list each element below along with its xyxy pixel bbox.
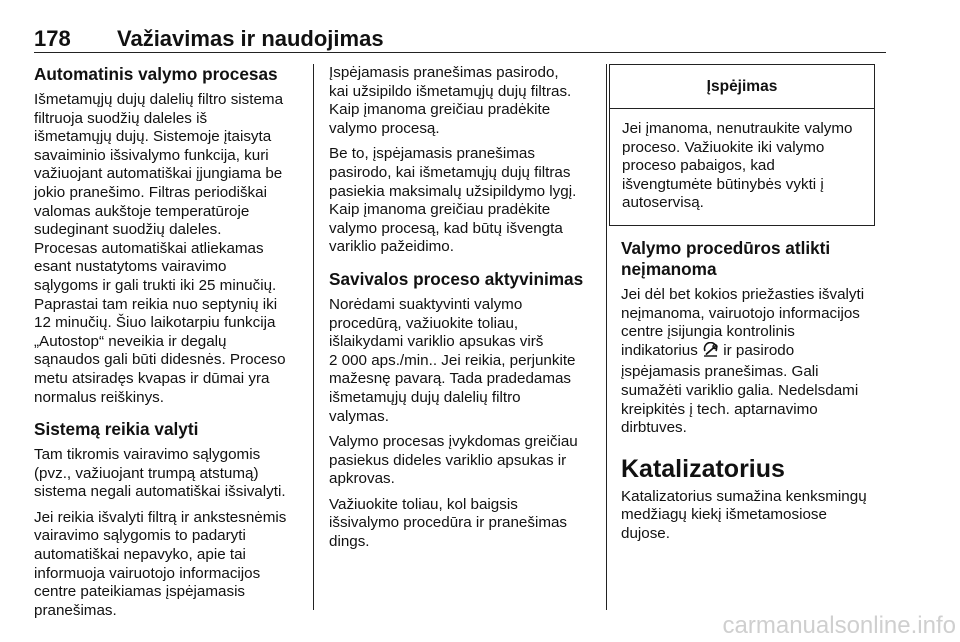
paragraph: Įspėjamasis pranešimas pasirodo, kai užsipildo išmetamųjų dujų filtras. Kaip įmanoma greičiau pradėkite valymo procesą. bbox=[329, 64, 572, 137]
warning-title: Įspėjimas bbox=[610, 65, 874, 109]
paragraph: Išmetamųjų dujų dalelių filtro sistema filtruoja suodžių daleles iš išmetamųjų dujų. Sistemoje įtaisyta savaiminio išsivalymo funkcija, kuri važiuojant automatiškai įjungiama be jokio pranešimo. Filtras periodiškai valomas aukštoje temperatūroje sudeginant suodžių daleles. Procesas automatiškai atliekamas esant nustatytoms vairavimo sąlygoms ir gali trukti iki 25 minučių. Paprastai tam reikia nuo septynių iki 12 minučių. Šiuo laikotarpiu funkcija „Autostop“ neveikia ir degalų sąnaudos gali būti didesnės. Proceso metu atsiradęs kvapas ir dūmai yra normalus reiškinys. bbox=[34, 91, 286, 406]
heading-cleaning-not-possible: Valymo procedūros atlikti neįmanoma bbox=[621, 237, 831, 279]
heading-system-needs-cleaning: Sistemą reikia valyti bbox=[34, 419, 199, 440]
paragraph: Norėdami suaktyvinti valymo procedūrą, važiuokite toliau, išlaikydami variklio apsukas virš 2 000 aps./min.. Jei reikia, perjunkite mažesnę pavarą. Tada pradedamas išmetamųjų dujų dalelių filtro valymas. bbox=[329, 295, 576, 425]
paragraph: Be to, įspėjamasis pranešimas pasirodo, kai išmetamųjų dujų filtras pasiekia maksimalų užsipildymo lygį. Kaip įmanoma greičiau pradėkite valymo procesą, kad būtų išvengta variklio pažeidimo. bbox=[329, 145, 577, 256]
paragraph: Tam tikromis vairavimo sąlygomis (pvz., važiuojant trumpą atstumą) sistema negali automatiškai išsivalyti. bbox=[34, 446, 286, 501]
column-1 bbox=[34, 64, 299, 627]
text-part: Jei dėl bet kokios priežasties išvalyti neįmanoma, vairuotojo informacijos centre įsijungia kontrolinis indikatorius bbox=[621, 285, 865, 359]
heading-catalytic-converter: Katalizatorius bbox=[621, 454, 785, 483]
paragraph: Katalizatorius sumažina kenksmingų medžiagų kiekį išmetamosiose dujose. bbox=[621, 487, 867, 542]
header-rule bbox=[34, 52, 886, 53]
heading-self-cleaning-activation: Savivalos proceso aktyvinimas bbox=[329, 268, 584, 289]
column-2 bbox=[329, 64, 594, 559]
watermark: carmanualsonline.info bbox=[722, 612, 956, 639]
running-title: Važiavimas ir naudojimas bbox=[117, 26, 384, 51]
warning-body bbox=[610, 109, 874, 225]
warning-box bbox=[609, 64, 875, 226]
warning-text: Jei įmanoma, nenutraukite valymo proceso. Važiuokite iki valymo proceso pabaigos, kad išvengtumėte būtinybės vykti į autoservisą. bbox=[622, 120, 853, 212]
page-number: 178 bbox=[34, 26, 71, 51]
text-part: ir pasirodo įspėjamasis pranešimas. Gali sumažėti variklio galia. Nedelsdami kreipkitės į tech. aptarnavimo dirbtuves. bbox=[621, 341, 859, 437]
paragraph: Jei reikia išvalyti filtrą ir ankstesnėmis vairavimo sąlygomis to padaryti automatiškai nepavyko, apie tai informuoja vairuotojo informacijos centre pateikiamas įspėjamasis pranešimas. bbox=[34, 508, 287, 619]
page-header bbox=[34, 26, 886, 54]
paragraph: Važiuokite toliau, kol baigsis išsivalymo procedūra ir pranešimas dings. bbox=[329, 495, 568, 551]
paragraph bbox=[621, 286, 886, 438]
column-divider bbox=[606, 64, 607, 610]
paragraph: Valymo procesas įvykdomas greičiau pasiekus dideles variklio apsukas ir apkrovas. bbox=[329, 433, 578, 488]
column-3 bbox=[621, 64, 886, 551]
heading-automatic-cleaning: Automatinis valymo procesas bbox=[34, 64, 278, 84]
service-wrench-icon bbox=[702, 342, 719, 364]
column-divider bbox=[313, 64, 314, 610]
